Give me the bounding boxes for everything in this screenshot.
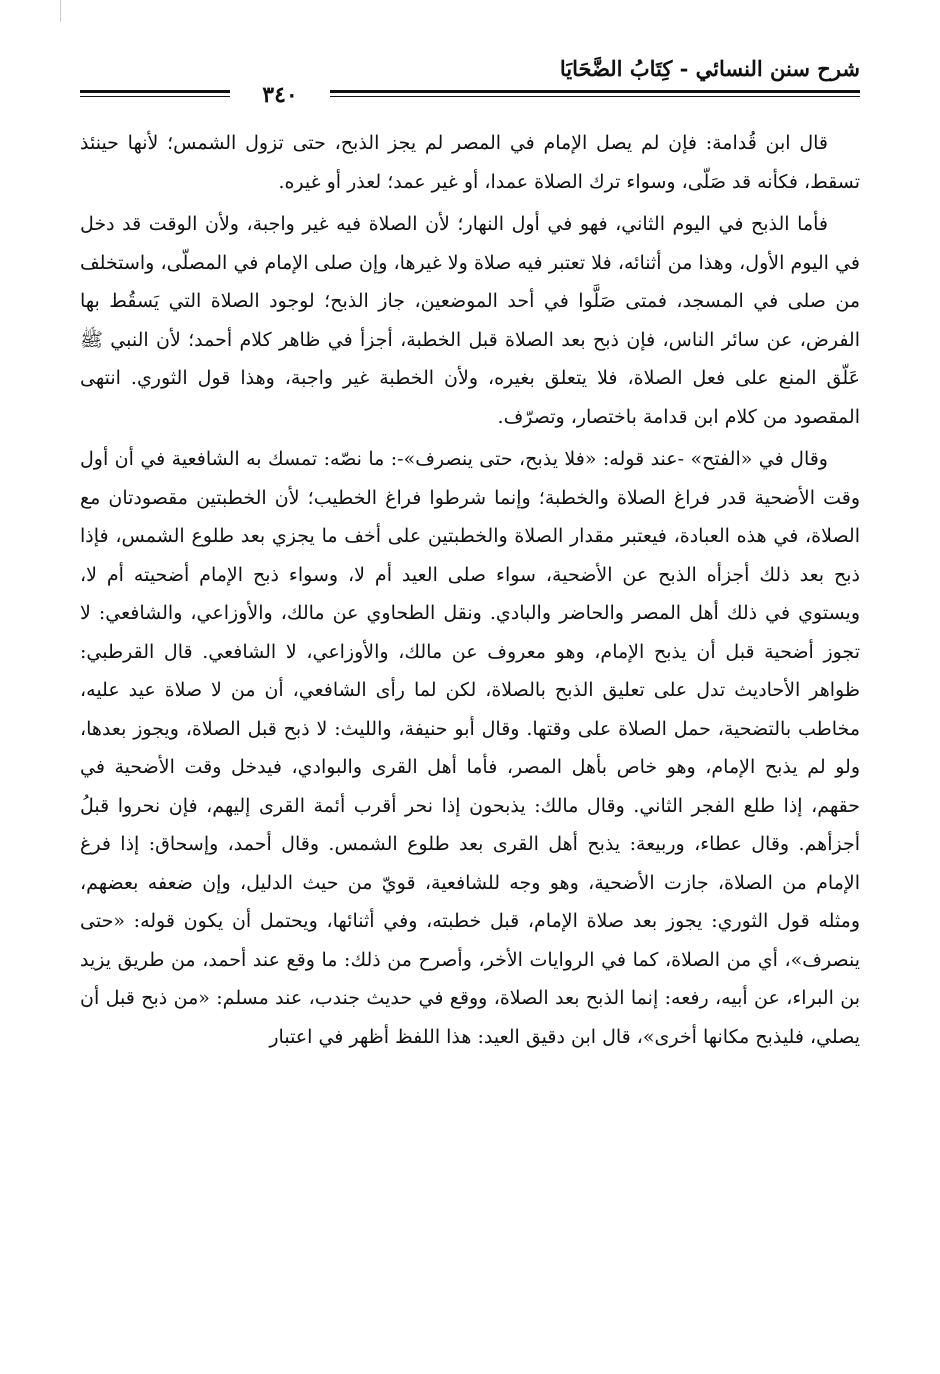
paragraph: وقال في «الفتح» -عند قوله: «فلا يذبح، حتى ينصرف»-: ما نصّه: تمسك به الشافعية في أن أول وقت الأضحية قدر فراغ الصلاة والخطبة؛ وإنما شرطوا فراغ الخطيب؛ لأن الخطبتين مقصودتان مع الصلاة، في هذه العبادة، فيعتبر مقدار الصلاة والخطبتين على أخف ما يجزي بعد طلوع الشمس، فإذا ذبح بعد ذلك أجزأه الذبح عن الأضحية، سواء صلى العيد أم لا، وسواء ذبح الإمام أضحيته أم لا، ويستوي في ذلك أهل المصر والحاضر والبادي. ونقل الطحاوي عن مالك، والأوزاعي، والشافعي: لا تجوز أضحية قبل أن يذبح الإمام، وهو معروف عن مالك، والأوزاعي، لا الشافعي. قال القرطبي: ظواهر الأحاديث تدل على تعليق الذبح بالصلاة، لكن لما رأى الشافعي، أن من لا صلاة عيد عليه، مخاطب بالتضحية، حمل الصلاة على وقتها. وقال أبو حنيفة، والليث: لا ذبح قبل الصلاة، ويجوز بعدها، ولو لم يذبح الإمام، وهو خاص بأهل المصر، فأما أهل القرى والبوادي، فيدخل وقت الأضحية في حقهم، إذا طلع الفجر الثاني. وقال مالك: يذبحون إذا نحر أقرب أئمة القرى إليهم، فإن نحروا قبلُ أجزأهم. وقال عطاء، وربيعة: يذبح أهل القرى بعد طلوع الشمس. وقال أحمد، وإسحاق: إذا فرغ الإمام من الصلاة، جازت الأضحية، وهو وجه للشافعية، قويّ من حيث الدليل، وإن ضعفه بعضهم، ومثله قول الثوري: يجوز بعد صلاة الإمام، قبل خطبته، وفي أثنائها، ويحتمل أن يكون قوله: «حتى ينصرف»، أي من الصلاة، كما في الروايات الأخر، وأصرح من ذلك: ما وقع عند أحمد، من طريق يزيد بن البراء، عن أبيه، رفعه: إنما الذبح بعد الصلاة، ووقع في حديث جندب، عند مسلم: «من ذبح قبل أن يصلي، فليذبح مكانها أخرى»، قال ابن دقيق العيد: هذا اللفظ أظهر في اعتبار (80, 448, 860, 1048)
page-number: ٣٤٠ (230, 80, 330, 110)
scan-edge-mark (60, 0, 61, 22)
paragraph: قال ابن قُدامة: فإن لم يصل الإمام في المصر لم يجز الذبح، حتى تزول الشمس؛ لأنها حينئذ تسقط، فكأنه قد صَلّى، وسواء ترك الصلاة عمدا، أو غير عمد؛ لعذر أو غيره. (80, 132, 860, 193)
body-text (80, 124, 860, 1056)
running-header (80, 52, 860, 112)
header-title: شرح سنن النسائي - كِتَابُ الضَّحَايَا (559, 56, 860, 81)
header-rule-thin (80, 96, 860, 97)
header-rule-thick (80, 90, 860, 93)
paragraph: فأما الذبح في اليوم الثاني، فهو في أول النهار؛ لأن الصلاة فيه غير واجبة، ولأن الوقت قد دخل في اليوم الأول، وهذا من أثنائه، فلا تعتبر فيه صلاة ولا غيرها، وإن صلى الإمام في المصلّى، واستخلف من صلى في المسجد، فمتى صَلَّوا في أحد الموضعين، جاز الذبح؛ لوجود الصلاة التي يَسقُط بها الفرض، عن سائر الناس، فإن ذبح بعد الصلاة قبل الخطبة، أجزأ في ظاهر كلام أحمد؛ لأن النبي ﷺ عَلّق المنع على فعل الصلاة، فلا يتعلق بغيره، ولأن الخطبة غير واجبة، وهذا قول الثوري. انتهى المقصود من كلام ابن قدامة باختصار، وتصرّف. (80, 213, 860, 428)
